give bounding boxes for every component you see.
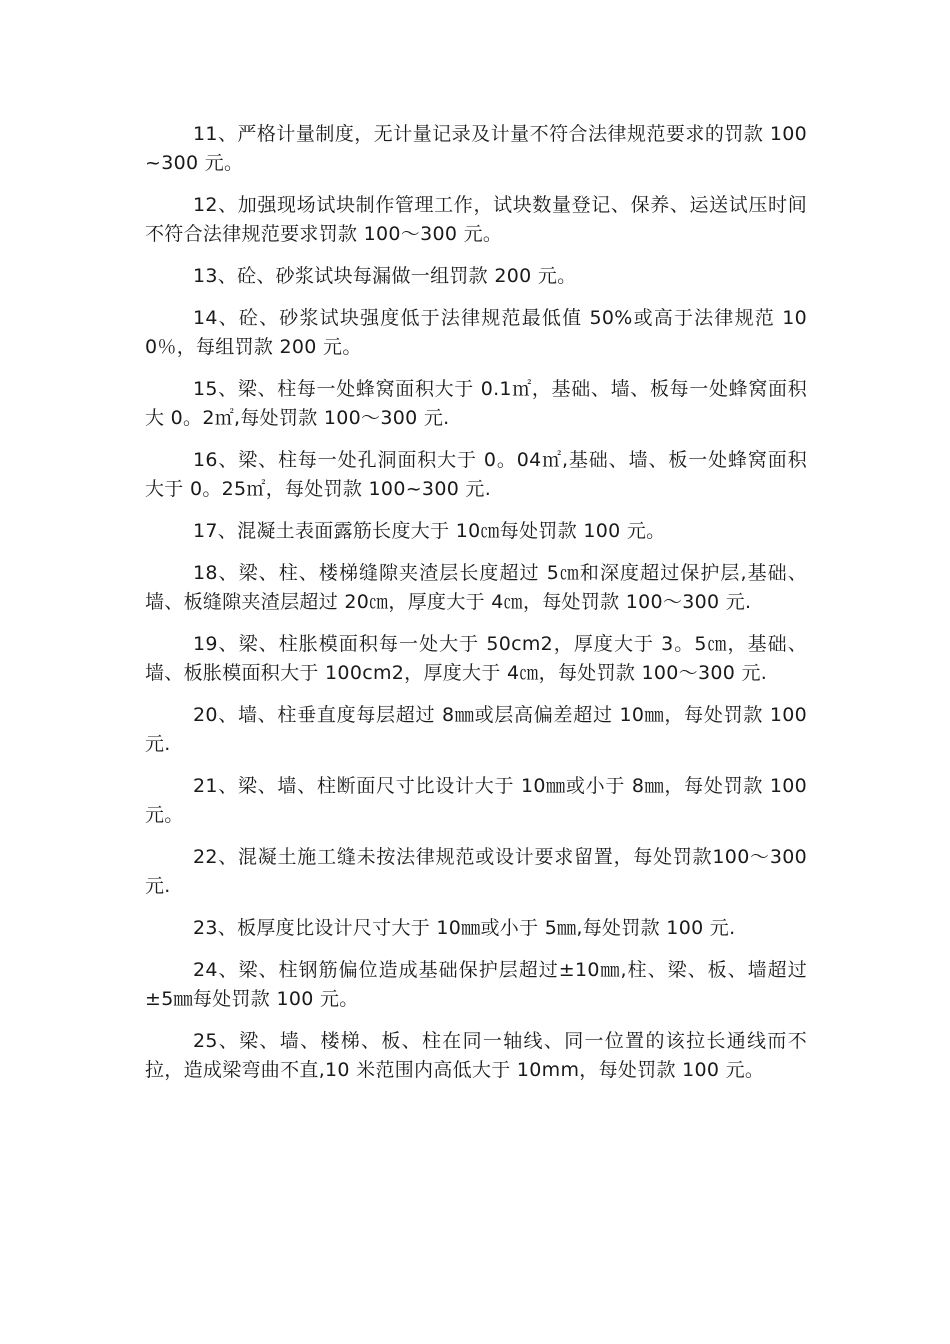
paragraph-17: 17、混凝土表面露筋长度大于 10㎝每处罚款 100 元。 <box>193 520 666 542</box>
paragraph-12: 12、加强现场试块制作管理工作，试块数量登记、保养、运送试压时间不符合法律规范要求罚款 100～300 元。 <box>145 194 807 245</box>
paragraph-18: 18、梁、柱、楼梯缝隙夹渣层长度超过 5㎝和深度超过保护层,基础、墙、板缝隙夹渣层超过 20㎝，厚度大于 4㎝，每处罚款 100～300 元. <box>145 562 807 613</box>
paragraph-20: 20、墙、柱垂直度每层超过 8㎜或层高偏差超过 10㎜，每处罚款 100 元. <box>145 704 807 755</box>
paragraph-16: 16、梁、柱每一处孔洞面积大于 0。04㎡,基础、墙、板一处蜂窝面积大于 0。25㎡，每处罚款 100~300 元. <box>145 449 807 500</box>
paragraph-13: 13、砼、砂浆试块每漏做一组罚款 200 元。 <box>193 265 577 287</box>
paragraph-23: 23、板厚度比设计尺寸大于 10㎜或小于 5㎜,每处罚款 100 元. <box>193 917 736 939</box>
paragraph-21: 21、梁、墙、柱断面尺寸比设计大于 10㎜或小于 8㎜，每处罚款 100 元。 <box>145 775 807 826</box>
paragraph-22: 22、混凝土施工缝未按法律规范或设计要求留置，每处罚款100～300 元. <box>145 846 807 897</box>
document-page <box>145 120 807 1098</box>
paragraph-11: 11、严格计量制度，无计量记录及计量不符合法律规范要求的罚款 100~300 元。 <box>145 123 807 174</box>
paragraph-25: 25、梁、墙、楼梯、板、柱在同一轴线、同一位置的该拉长通线而不拉，造成梁弯曲不直,10 米范围内高低大于 10mm，每处罚款 100 元。 <box>145 1030 807 1081</box>
paragraph-14: 14、砼、砂浆试块强度低于法律规范最低值 50%或高于法律规范 100％，每组罚款 200 元。 <box>145 307 807 358</box>
paragraph-24: 24、梁、柱钢筋偏位造成基础保护层超过±10㎜,柱、梁、板、墙超过±5㎜每处罚款 100 元。 <box>145 959 807 1010</box>
paragraph-15: 15、梁、柱每一处蜂窝面积大于 0.1㎡，基础、墙、板每一处蜂窝面积大 0。2㎡,每处罚款 100～300 元. <box>145 378 807 429</box>
paragraph-19: 19、梁、柱胀模面积每一处大于 50cm2，厚度大于 3。5㎝，基础、墙、板胀模面积大于 100cm2，厚度大于 4㎝，每处罚款 100～300 元. <box>145 633 807 684</box>
